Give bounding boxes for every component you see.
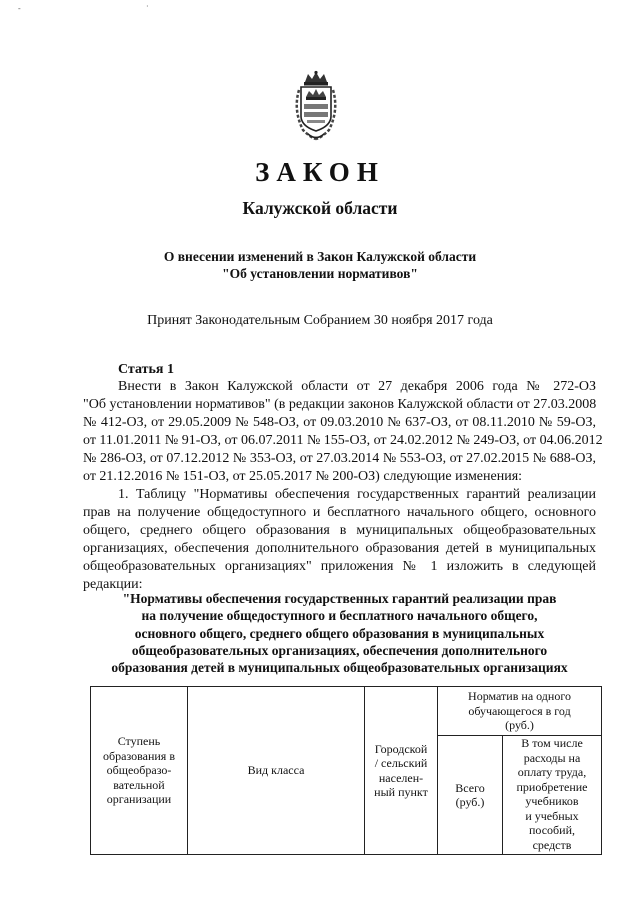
header-text: общеобразо- (106, 763, 172, 778)
header-text: пособий, (529, 823, 575, 837)
article-text-line: № 286-ОЗ, от 07.12.2012 № 353-ОЗ, от 27.03.2014 № 553-ОЗ, от 27.02.2015 № 688-ОЗ, (83, 451, 596, 466)
norms-table-title (83, 590, 596, 676)
header-text: образования в (103, 748, 175, 763)
header-locality (365, 687, 438, 855)
header-text: Всего (455, 780, 485, 795)
article-text-line: Внести в Закон Калужской области от 27 декабря 2006 года № 272-ОЗ (118, 379, 596, 394)
header-text: организации (106, 792, 172, 807)
header-norm-per-student (438, 687, 602, 736)
header-total (438, 736, 503, 855)
header-class-type: Вид класса (188, 687, 365, 855)
header-education-level (91, 687, 188, 855)
article-text-line: прав на получение общедоступного и бесплатного начального общего, основного (83, 505, 596, 520)
header-text: Городской (374, 741, 428, 756)
header-text: средств (532, 837, 572, 852)
law-subject (0, 248, 640, 282)
header-text: Норматив на одного (468, 689, 571, 704)
law-title: ЗАКОН (255, 157, 385, 187)
header-text: приобретение (516, 779, 588, 794)
header-text: оплату труда, (517, 765, 587, 779)
header-text: населен- (378, 770, 424, 785)
header-text: / сельский (374, 756, 428, 770)
header-text: вательной (113, 777, 165, 792)
article-text-line: от 21.12.2016 № 151-ОЗ, от 25.05.2017 № 200-ОЗ) следующие изменения: (83, 469, 523, 484)
norms-title-line: общеобразовательных организациях, обеспечения дополнительного (131, 642, 548, 658)
article-text-line: от 11.01.2011 № 91-ОЗ, от 06.07.2011 № 155-ОЗ, от 24.02.2012 № 249-ОЗ, от 04.06.2012 (83, 433, 603, 448)
article-text-line: № 412-ОЗ, от 29.05.2009 № 548-ОЗ, от 09.03.2010 № 637-ОЗ, от 08.11.2010 № 59-ОЗ, (83, 415, 596, 430)
article-text-line: "Об установлении нормативов" (в редакции законов Калужской области от 27.03.2008 (83, 397, 597, 412)
header-text: учебников (525, 794, 579, 808)
norms-title-line: основного общего, среднего общего образования в муниципальных (134, 625, 545, 641)
header-text: ный пункт (374, 785, 428, 799)
header-text: Ступень (117, 734, 161, 749)
law-subject-line: О внесении изменений в Закон Калужской области (163, 249, 477, 264)
header-including (503, 736, 602, 855)
table-header-row (91, 687, 602, 736)
article-text-line: организациях, обеспечения дополнительного образования детей в муниципальных (83, 541, 596, 556)
region-name: Калужской области (242, 198, 398, 218)
scan-mark: · (146, 2, 149, 11)
header-text: В том числе (521, 736, 583, 750)
article-text-line: общего, среднего общего образования в муниципальных общеобразовательных (83, 523, 596, 538)
article-heading: Статья 1 (118, 362, 174, 377)
norms-title-line: "Нормативы обеспечения государственных гарантий реализации прав (122, 591, 557, 606)
article-text-line: 1. Таблицу "Нормативы обеспечения государственных гарантий реализации (118, 487, 596, 502)
header-text: (руб.) (505, 718, 534, 733)
header-text: (руб.) (455, 795, 485, 809)
coat-of-arms-icon (291, 70, 341, 142)
header-text: и учебных (525, 808, 579, 823)
norms-title-line: образования детей в муниципальных общеобразовательных организациях (111, 660, 568, 676)
article-text-line: общеобразовательных организациях" приложения № 1 изложить в следующей (83, 559, 596, 574)
law-subject-line: "Об установлении нормативов" (222, 266, 418, 281)
adoption-note: Принят Законодательным Собранием 30 ноября 2017 года (147, 313, 493, 328)
norms-title-line: на получение общедоступного и бесплатного начального общего, (141, 608, 538, 624)
article-text-line: редакции: (83, 577, 143, 592)
header-text: расходы на (523, 750, 581, 765)
norms-table (90, 686, 602, 855)
header-text: обучающегося в год (468, 703, 571, 718)
scan-mark: - (18, 4, 21, 13)
